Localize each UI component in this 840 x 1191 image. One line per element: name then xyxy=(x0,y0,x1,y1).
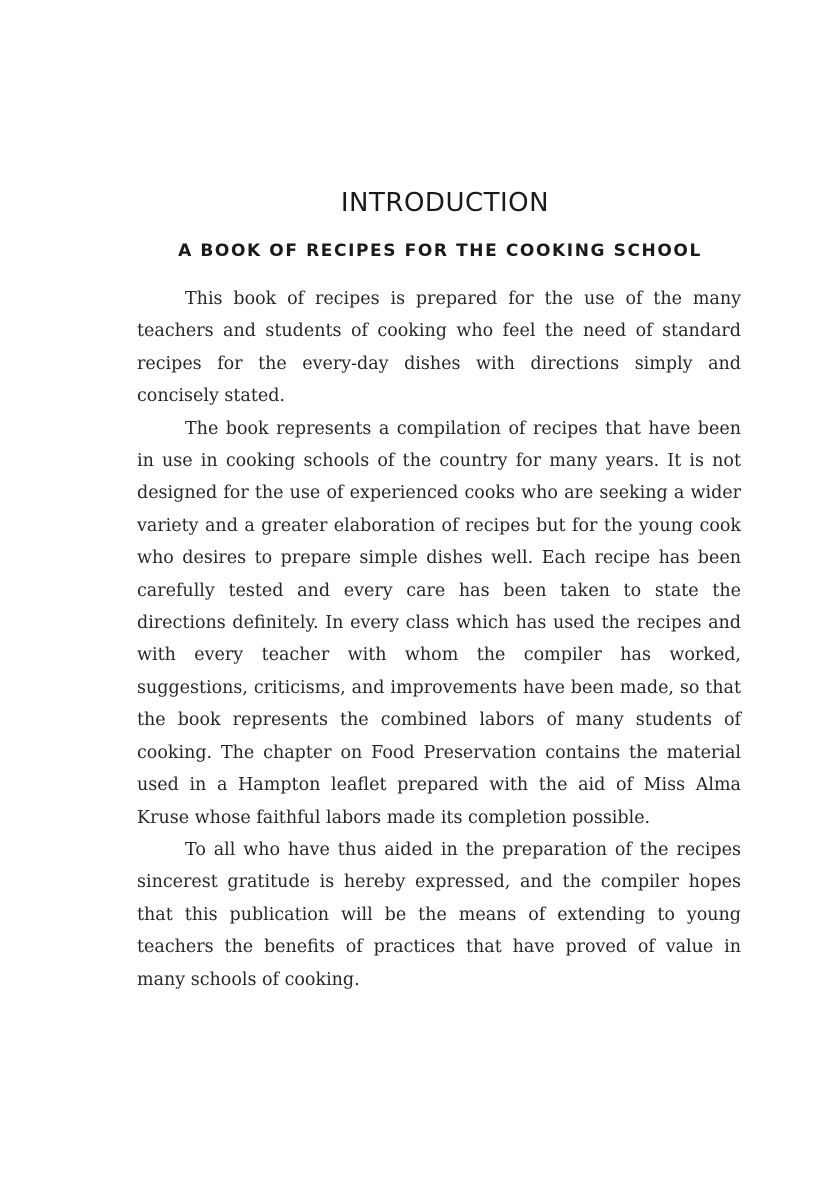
introduction-text xyxy=(137,283,741,996)
page-subtitle: A BOOK OF RECIPES FOR THE COOKING SCHOOL xyxy=(178,241,702,261)
paragraph-gratitude: To all who have thus aided in the preparation of the recipes sincerest gratitude is hereby expressed, and the compiler hopes that this publication will be the means of extending to young teachers the benefits of practices that have proved of value in many schools of cooking. xyxy=(137,839,741,990)
page-title: INTRODUCTION xyxy=(340,188,550,218)
paragraph-purpose: This book of recipes is prepared for the use of the many teachers and students of cooking who feel the need of standard recipes for the every-day dishes with directions simply and concisely stated. xyxy=(137,289,741,407)
paragraph-compilation: The book represents a compilation of recipes that have been in use in cooking schools of the country for many years. It is not designed for the use of experienced cooks who are seeking a wider variety and a greater elaboration of recipes but for the young cook who desires to prepare simple dishes well. Each recipe has been carefully tested and every care has been taken to state the directions definitely. In every class which has used the recipes and with every teacher with whom the compiler has worked, suggestions, criticisms, and improvements have been made, so that the book represents the combined labors of many students of cooking. The chapter on Food Preservation contains the material used in a Hampton leaflet prepared with the aid of Miss Alma Kruse whose faithful labors made its completion possible. xyxy=(137,418,741,828)
